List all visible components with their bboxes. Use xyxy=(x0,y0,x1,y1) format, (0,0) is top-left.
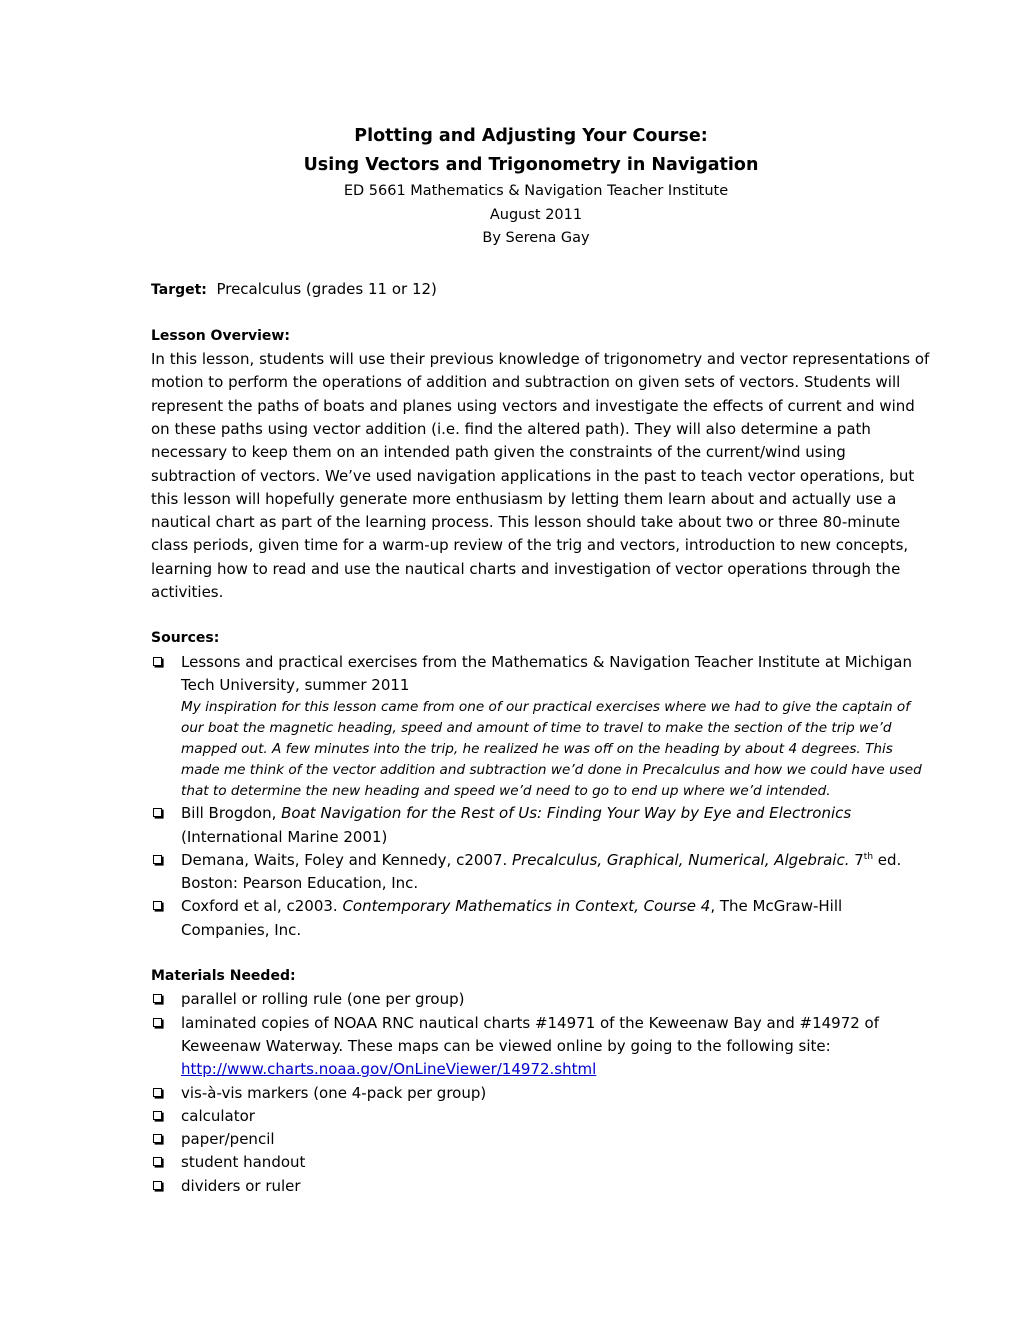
source-title: Contemporary Mathematics in Context, Course 4 xyxy=(342,897,711,916)
checkbox-bullet-icon xyxy=(153,1181,162,1190)
checkbox-bullet-icon xyxy=(153,1088,162,1097)
material-item xyxy=(151,1082,931,1105)
date-line: August 2011 xyxy=(489,206,583,223)
material-text: student handout xyxy=(181,1153,306,1172)
source-title: Precalculus, Graphical, Numerical, Algebraic. xyxy=(512,850,850,869)
checkbox-bullet-icon xyxy=(153,657,162,666)
material-text: vis-à-vis markers (one 4-pack per group) xyxy=(181,1083,487,1102)
target-label: Target: xyxy=(151,281,207,298)
source-item xyxy=(151,802,931,849)
source-item xyxy=(151,651,931,803)
overview-label: Lesson Overview: xyxy=(151,327,290,344)
materials-section xyxy=(151,965,931,1198)
source-item xyxy=(151,895,931,942)
material-item xyxy=(151,1012,931,1082)
checkbox-bullet-icon xyxy=(153,901,162,910)
title-line-1: Plotting and Adjusting Your Course: xyxy=(354,126,708,146)
sources-section xyxy=(151,627,931,942)
source-author: Bill Brogdon, xyxy=(181,804,282,823)
overview-section xyxy=(151,325,931,605)
source-publisher: ed. Boston: Pearson Education, Inc. xyxy=(181,850,902,893)
source-publisher: (International Marine 2001) xyxy=(181,827,388,846)
materials-label: Materials Needed: xyxy=(151,968,296,985)
material-item xyxy=(151,1105,931,1128)
material-text: laminated copies of NOAA RNC nautical charts #14971 of the Keweenaw Bay and #14972 of Keweenaw Waterway. These maps can be viewed online by going to the following site: xyxy=(181,1013,880,1055)
title-block xyxy=(141,122,931,251)
author-line: By Serena Gay xyxy=(482,230,590,246)
materials-list xyxy=(151,988,931,1198)
title-line-2: Using Vectors and Trigonometry in Navigation xyxy=(303,155,759,175)
source-text: Lessons and practical exercises from the Mathematics & Navigation Teacher Institute at Michigan Tech University, summer 2011 xyxy=(181,652,912,694)
checkbox-bullet-icon xyxy=(153,1018,162,1027)
checkbox-bullet-icon xyxy=(153,855,162,864)
source-edition-suffix: th xyxy=(863,851,874,862)
material-item xyxy=(151,1128,931,1151)
sources-label: Sources: xyxy=(151,630,220,647)
checkbox-bullet-icon xyxy=(153,1134,162,1143)
source-edition: 7 xyxy=(849,850,864,869)
source-item xyxy=(151,849,931,896)
material-item xyxy=(151,1175,931,1198)
checkbox-bullet-icon xyxy=(153,1111,162,1120)
source-author: Demana, Waits, Foley and Kennedy, c2007. xyxy=(181,850,513,869)
target-section xyxy=(151,278,931,302)
checkbox-bullet-icon xyxy=(153,994,162,1003)
target-value: Precalculus (grades 11 or 12) xyxy=(216,279,437,298)
document-content xyxy=(151,122,931,1198)
checkbox-bullet-icon xyxy=(153,808,162,817)
overview-text: In this lesson, students will use their previous knowledge of trigonometry and vector representations of motion to perform the operations of addition and subtraction on given sets of vectors. Students will represent the paths of boats and planes using vectors and investigate the effects of current and wind on these paths using vector addition (i.e. find the altered path). They will also determine a path necessary to keep them on an intended path given the constraints of the current/wind using subtraction of vectors. We’ve used navigation applications in the past to teach vector operations, but this lesson will hopefully generate more enthusiasm by letting them learn about and actually use a nautical chart as part of the learning process. This lesson should take about two or three 80-minute class periods, given time for a warm-up review of the trig and vectors, introduction to new concepts, learning how to read and use the nautical charts and investigation of vector operations through the activities. xyxy=(151,350,930,602)
material-text: calculator xyxy=(181,1106,255,1125)
source-title: Boat Navigation for the Rest of Us: Finding Your Way by Eye and Electronics xyxy=(281,804,852,823)
sources-list xyxy=(151,651,931,942)
source-publisher: , The McGraw-Hill Companies, Inc. xyxy=(181,897,843,939)
material-item xyxy=(151,988,931,1011)
source-note: My inspiration for this lesson came from one of our practical exercises where we had to give the captain of our boat the magnetic heading, speed and amount of time to travel to make the section of the trip we’d mapped out. A few minutes into the trip, he realized he was off on the heading by about 4 degrees. This made me think of the vector addition and subtraction we’d done in Precalculus and how we could have used that to determine the new heading and speed we’d need to go to end up where we’d intended. xyxy=(181,699,922,800)
course-line: ED 5661 Mathematics & Navigation Teacher Institute xyxy=(343,183,729,199)
material-text: parallel or rolling rule (one per group) xyxy=(181,990,465,1009)
checkbox-bullet-icon xyxy=(153,1157,162,1166)
noaa-chart-link[interactable]: http://www.charts.noaa.gov/OnLineViewer/14972.shtml xyxy=(181,1060,597,1079)
source-author: Coxford et al, c2003. xyxy=(181,897,343,916)
material-text: dividers or ruler xyxy=(181,1176,301,1195)
material-item xyxy=(151,1151,931,1174)
material-text: paper/pencil xyxy=(181,1130,275,1149)
